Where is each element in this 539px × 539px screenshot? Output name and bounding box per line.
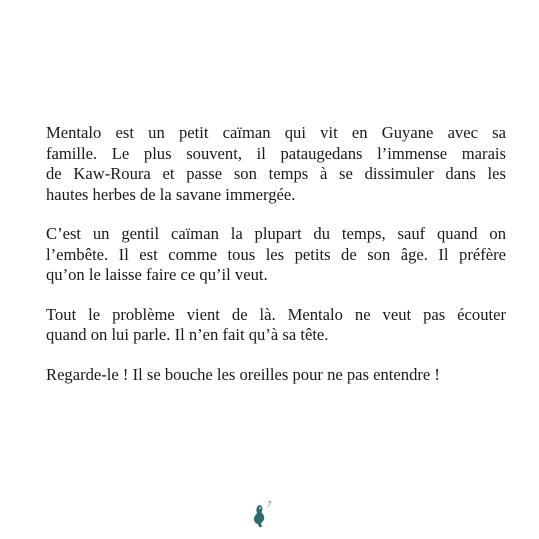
text-line: quand on lui parle. Il n’en fait qu’à sa tête. — [46, 325, 329, 344]
page-number: 7 — [267, 500, 271, 509]
text-line: hautes herbes de la savane immergée. — [46, 184, 296, 204]
paragraph-3 — [46, 305, 506, 346]
caiman-silhouette-icon — [251, 503, 275, 529]
text-line: de Kaw-Roura et passe son temps à se dissimuler dans les — [46, 164, 506, 183]
text-line: qu’on le laisse faire ce qu’il veut. — [46, 265, 268, 284]
paragraph-1 — [46, 123, 506, 205]
paragraph-2 — [46, 224, 506, 286]
text-line: famille. Le plus souvent, il pataugedans l’immense marais — [46, 143, 506, 163]
text-line: Regarde-le ! Il se bouche les oreilles pour ne pas entendre ! — [46, 364, 440, 384]
paragraph-4 — [46, 365, 506, 386]
text-line: l’embête. Il est comme tous les petits de son âge. Il préfère — [46, 244, 506, 264]
folio — [251, 500, 275, 531]
text-line: C’est un gentil caïman la plupart du temps, sauf quand on — [46, 224, 506, 243]
story-text — [46, 123, 506, 385]
text-line: Tout le problème vient de là. Mentalo ne veut pas écouter — [46, 304, 506, 324]
text-line: Mentalo est un petit caïman qui vit en Guyane avec sa — [46, 123, 506, 142]
